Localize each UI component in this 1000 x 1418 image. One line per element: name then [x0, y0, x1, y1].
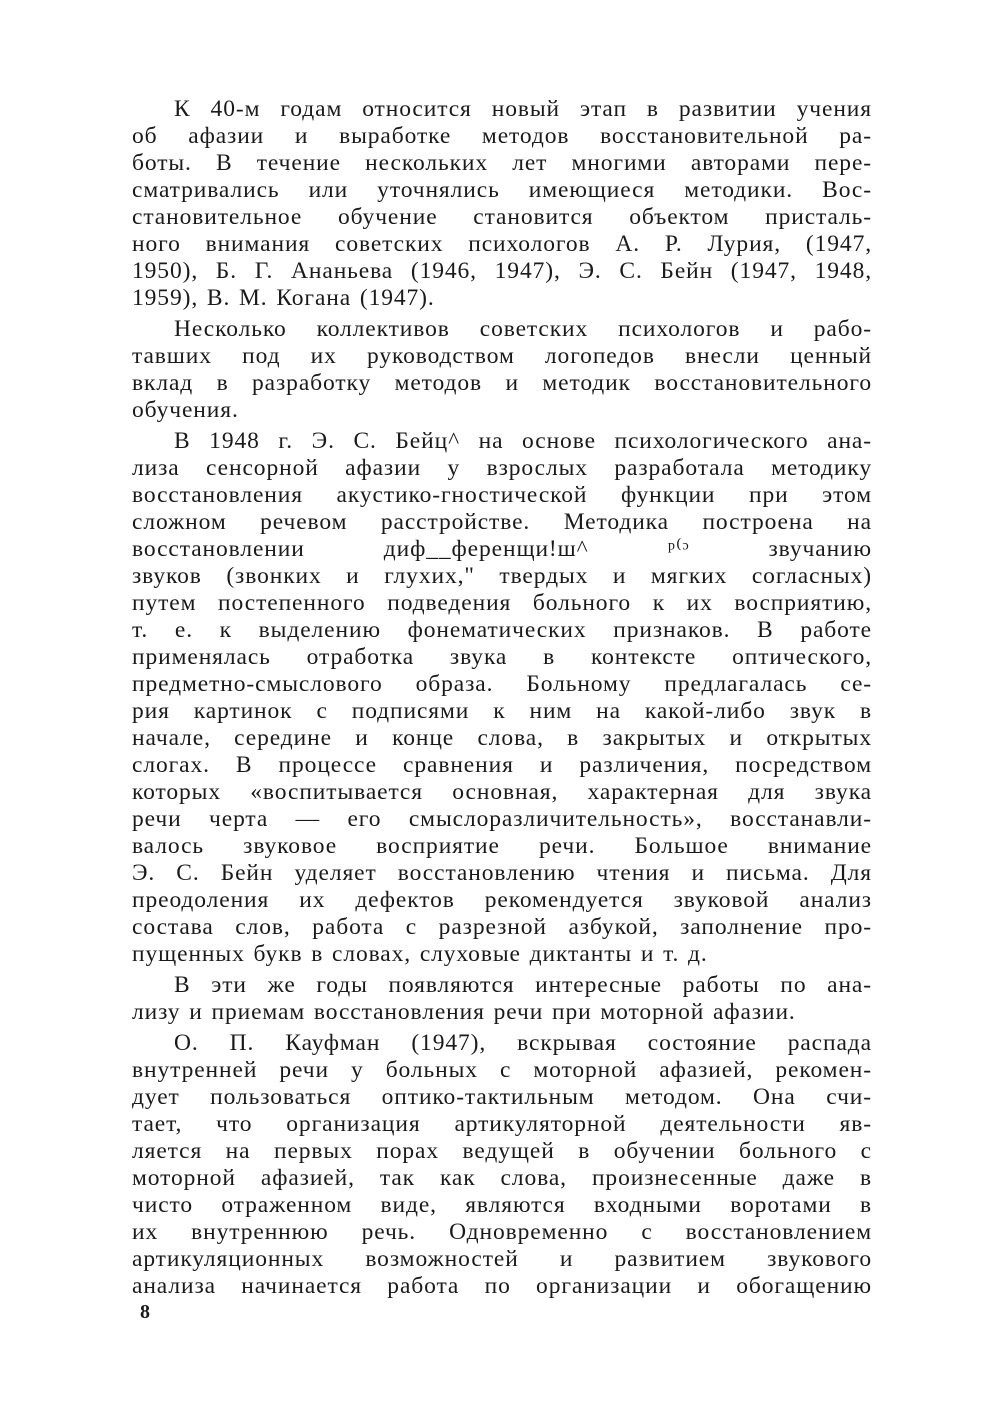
text-line: путем постепенного подведения больного к их восприятию,	[132, 590, 872, 616]
text-line: О. П. Кауфман (1947), вскрывая состояние распада	[174, 1030, 872, 1056]
paragraph-4	[132, 972, 872, 1026]
text-line: боты. В течение нескольких лет многими авторами пере-	[132, 150, 872, 176]
text-line: К 40-м годам относится новый этап в развитии учения	[174, 96, 872, 122]
text-line: речи черта — его смыслоразличительность», восстанавли-	[132, 806, 872, 832]
text-line: их внутреннюю речь. Одновременно с восстановлением	[132, 1219, 872, 1245]
text-line: которых «воспитывается основная, характерная для звука	[132, 779, 872, 805]
body-text	[132, 96, 872, 1300]
text-line: ного внимания советских психологов А. Р. Лурия, (1947,	[132, 231, 872, 257]
text-line: тает, что организация артикуляторной деятельности яв-	[132, 1111, 872, 1137]
text-line: сложном речевом расстройстве. Методика построена на	[132, 509, 872, 535]
text-line: лиза сенсорной афазии у взрослых разработала методику	[132, 455, 872, 481]
text-line: звуков (звонких и глухих," твердых и мягких согласных)	[132, 563, 872, 589]
text-line: лизу и приемам восстановления речи при моторной афазии.	[132, 999, 796, 1025]
text-line: предметно-смыслового образа. Больному предлагалась се-	[132, 671, 872, 697]
text-line: обучения.	[132, 397, 239, 423]
text-line: Э. С. Бейн уделяет восстановлению чтения и письма. Для	[132, 860, 872, 886]
text-line: моторной афазией, так как слова, произнесенные даже в	[132, 1165, 872, 1191]
text-line: восстановления акустико-гностической функции при этом	[132, 482, 872, 508]
text-line: преодоления их дефектов рекомендуется звуковой анализ	[132, 887, 872, 913]
text-line: т. е. к выделению фонематических признаков. В работе	[132, 617, 872, 643]
text-line: слогах. В процессе сравнения и различения, посредством	[132, 752, 872, 778]
text-line: об афазии и выработке методов восстановительной ра-	[132, 123, 872, 149]
text-line: пущенных букв в словах, слуховые диктанты и т. д.	[132, 941, 708, 967]
text-line: восстановлении диф__ференщи!ш^ ᵖ⁽ᵓ звучанию	[132, 536, 872, 562]
text-line: 1959), В. М. Когана (1947).	[132, 285, 435, 311]
text-line: В эти же годы появляются интересные работы по ана-	[174, 972, 872, 998]
page-number: 8	[140, 1301, 150, 1323]
text-line: ляется на первых порах ведущей в обучении больного с	[132, 1138, 872, 1164]
text-line: сматривались или уточнялись имеющиеся методики. Вос-	[132, 177, 872, 203]
paragraph-1	[132, 96, 872, 312]
text-line: валось звуковое восприятие речи. Большое внимание	[132, 833, 872, 859]
text-line: тавших под их руководством логопедов внесли ценный	[132, 343, 872, 369]
text-line: вклад в разработку методов и методик восстановительного	[132, 370, 872, 396]
text-line: 1950), Б. Г. Ананьева (1946, 1947), Э. С. Бейн (1947, 1948,	[132, 258, 872, 284]
text-line: начале, середине и конце слова, в закрытых и открытых	[132, 725, 872, 751]
text-line: дует пользоваться оптико-тактильным методом. Она счи-	[132, 1084, 872, 1110]
text-line: анализа начинается работа по организации и обогащению	[132, 1273, 872, 1299]
text-line: чисто отраженном виде, являются входными воротами в	[132, 1192, 872, 1218]
text-line: рия картинок с подписями к ним на какой-либо звук в	[132, 698, 872, 724]
paragraph-3	[132, 428, 872, 968]
text-line: применялась отработка звука в контексте оптического,	[132, 644, 872, 670]
paragraph-5	[132, 1030, 872, 1300]
text-line: становительное обучение становится объектом присталь-	[132, 204, 872, 230]
text-line: Несколько коллективов советских психологов и рабо-	[174, 316, 872, 342]
text-line: состава слов, работа с разрезной азбукой, заполнение про-	[132, 914, 872, 940]
text-line: В 1948 г. Э. С. Бейц^ на основе психологического ана-	[174, 428, 872, 454]
text-line: артикуляционных возможностей и развитием звукового	[132, 1246, 872, 1272]
text-line: внутренней речи у больных с моторной афазией, рекомен-	[132, 1057, 872, 1083]
paragraph-2	[132, 316, 872, 424]
